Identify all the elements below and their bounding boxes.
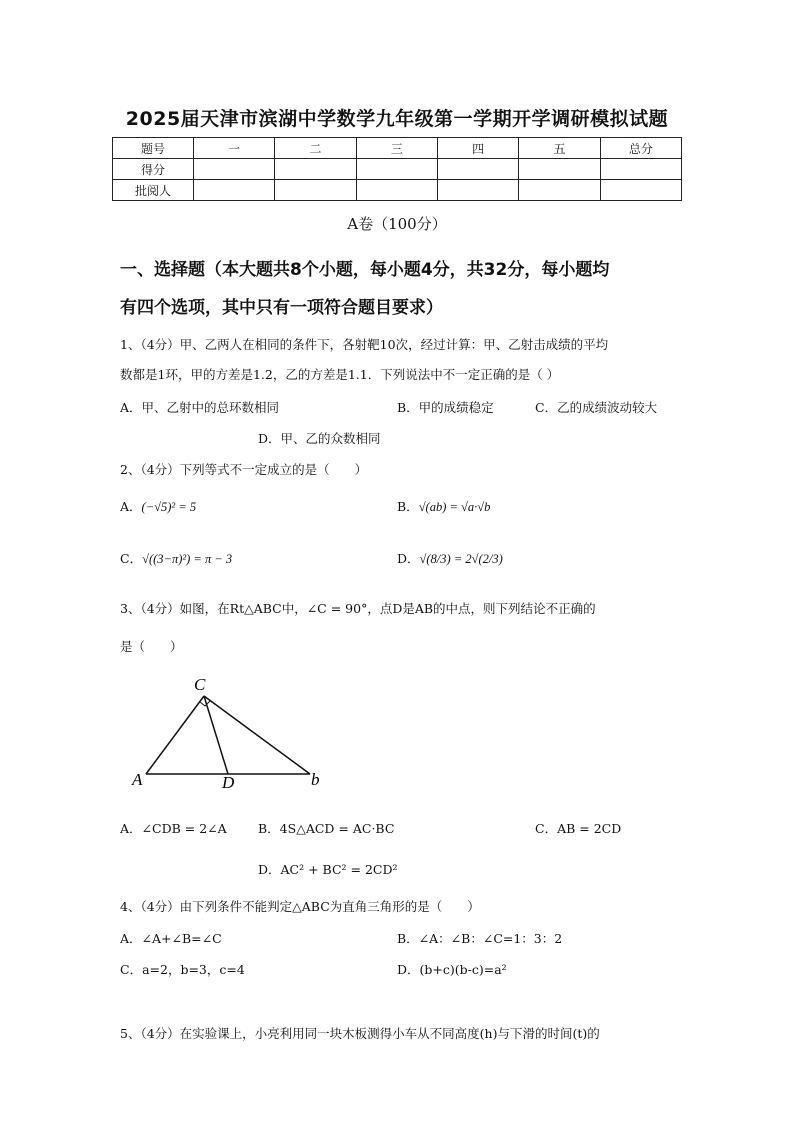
q3-stem-line1: 3、（4分）如图，在Rt△ABC中，∠C = 90°，点D是AB的中点，则下列结论不正确的 (120, 601, 596, 616)
grader-cell[interactable] (519, 180, 600, 201)
row-label: 批阅人 (113, 180, 194, 201)
q4-option-c[interactable]: C．a=2，b=3，c=4 (120, 962, 245, 977)
q2-option-c[interactable] (120, 549, 232, 567)
row-label: 得分 (113, 159, 194, 180)
part1-heading-line2: 有四个选项，其中只有一项符合题目要求） (120, 298, 443, 318)
header-cell: 三 (356, 138, 437, 159)
q4-option-a[interactable]: A．∠A+∠B=∠C (120, 931, 222, 946)
grader-cell[interactable] (194, 180, 275, 201)
side-cb (204, 696, 310, 774)
score-cell[interactable] (194, 159, 275, 180)
grader-cell[interactable] (437, 180, 518, 201)
q3-option-b[interactable]: B．4S△ACD = AC·BC (258, 821, 395, 836)
grader-cell[interactable] (275, 180, 356, 201)
formula: (−√5)² = 5 (141, 500, 197, 514)
score-table (112, 137, 682, 201)
q1-stem-line2: 数都是1环，甲的方差是1.2，乙的方差是1.1．下列说法中不一定正确的是（ ） (120, 367, 560, 382)
formula: √(ab) = √a·√b (418, 500, 491, 514)
score-cell[interactable] (519, 159, 600, 180)
q5-stem: 5、（4分）在实验课上，小亮利用同一块木板测得小车从不同高度(h)与下滑的时间(t)的 (120, 1026, 600, 1041)
header-cell: 四 (437, 138, 518, 159)
header-cell: 总分 (600, 138, 681, 159)
option-label: B． (397, 499, 419, 514)
label-a: A (132, 770, 143, 789)
score-cell[interactable] (600, 159, 681, 180)
option-label: C． (120, 551, 143, 566)
part1-heading-line1: 一、选择题（本大题共8个小题，每小题4分，共32分，每小题均 (120, 260, 610, 280)
section-a-heading: A卷（100分） (347, 215, 447, 233)
label-c: C (194, 675, 206, 694)
q3-option-a[interactable]: A．∠CDB = 2∠A (120, 821, 227, 836)
q2-option-b[interactable] (397, 497, 490, 515)
q3-option-c[interactable]: C．AB = 2CD (535, 821, 622, 836)
triangle-figure (120, 668, 340, 794)
option-label: A． (120, 499, 142, 514)
header-cell: 一 (194, 138, 275, 159)
label-d: D (222, 773, 235, 792)
score-cell[interactable] (356, 159, 437, 180)
q1-option-b[interactable]: B．甲的成绩稳定 (397, 400, 494, 415)
header-cell: 二 (275, 138, 356, 159)
q1-stem-line1: 1、（4分）甲、乙两人在相同的条件下，各射靶10次，经过计算：甲、乙射击成绩的平均 (120, 337, 609, 352)
score-row (113, 159, 682, 180)
q4-option-b[interactable]: B．∠A：∠B：∠C=1：3：2 (397, 931, 563, 946)
score-cell[interactable] (275, 159, 356, 180)
header-cell: 题号 (113, 138, 194, 159)
exam-title: 2025届天津市滨湖中学数学九年级第一学期开学调研模拟试题 (125, 108, 669, 130)
q3-stem-line2: 是（ ） (120, 639, 183, 654)
q2-option-d[interactable] (397, 549, 503, 567)
q4-option-d[interactable]: D．(b+c)(b-c)=a² (397, 962, 507, 977)
q2-stem: 2、（4分）下列等式不一定成立的是（ ） (120, 462, 368, 477)
grader-cell[interactable] (600, 180, 681, 201)
header-cell: 五 (519, 138, 600, 159)
option-label: D． (397, 551, 420, 566)
score-table-header (113, 138, 682, 159)
q4-stem: 4、（4分）由下列条件不能判定△ABC为直角三角形的是（ ） (120, 899, 480, 914)
q2-option-a[interactable] (120, 497, 196, 515)
formula: √((3−π)²) = π − 3 (142, 552, 233, 566)
grader-row (113, 180, 682, 201)
q1-option-d[interactable]: D．甲、乙的众数相同 (258, 431, 381, 446)
grader-cell[interactable] (356, 180, 437, 201)
formula: √(8/3) = 2√(2/3) (419, 552, 503, 566)
q3-option-d[interactable]: D．AC² + BC² = 2CD² (258, 862, 398, 877)
side-ac (146, 696, 204, 774)
score-cell[interactable] (437, 159, 518, 180)
q1-option-a[interactable]: A．甲、乙射中的总环数相同 (120, 400, 280, 415)
q1-option-c[interactable]: C．乙的成绩波动较大 (535, 400, 658, 415)
label-b: b (311, 770, 320, 789)
median-cd (204, 696, 228, 774)
